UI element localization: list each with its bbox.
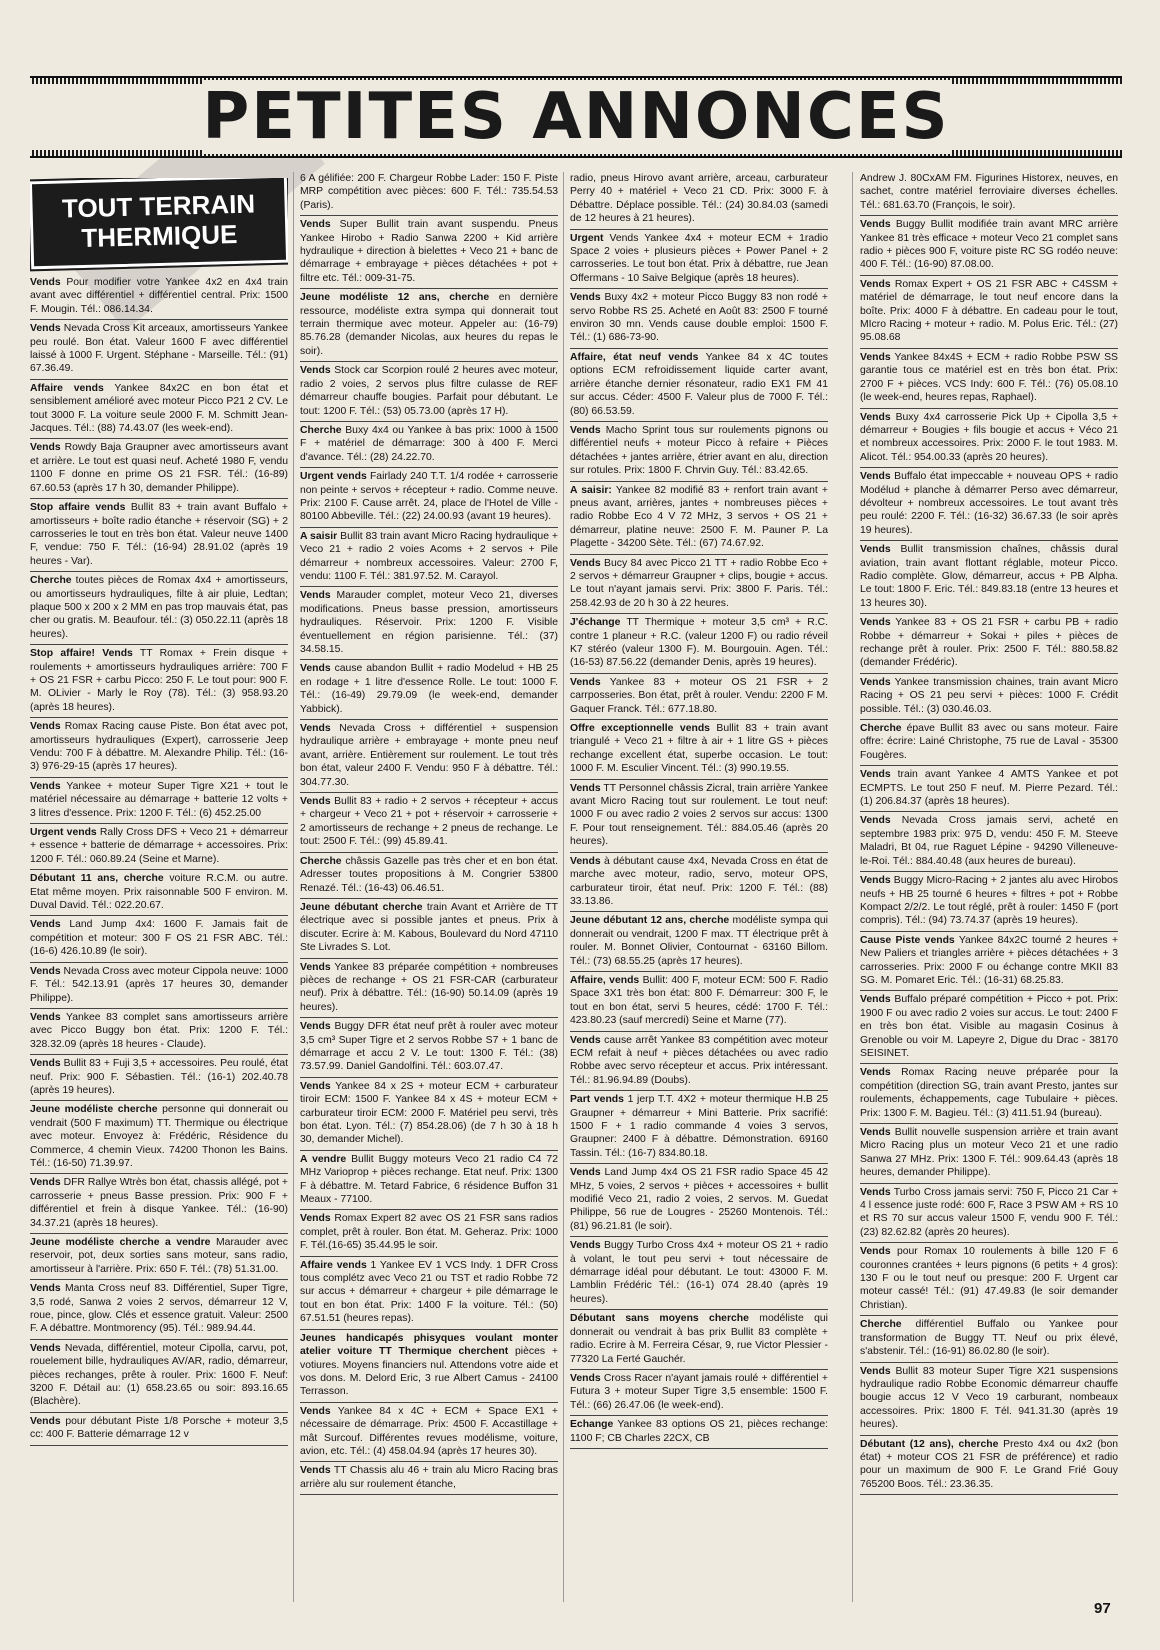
ad-lead: Jeunes handicapés phisyques voulant monter atelier voiture TT Thermique cherchent: [300, 1332, 558, 1358]
classified-ad: [300, 959, 558, 1019]
ad-text: à débutant cause 4x4, Nevada Cross en état de marche avec moteur, radio, servo, moteur OPS, carburateur tiroir, état neuf. Prix: 1200 F. Tél.: (88) 33.13.86.: [570, 855, 828, 907]
classified-ad: [300, 793, 558, 853]
classified-ad: [30, 1101, 288, 1174]
ad-lead: Vends: [300, 590, 331, 602]
page-title: PETITES ANNONCES: [202, 80, 950, 154]
ad-lead: Vends: [30, 965, 61, 977]
ad-text: Romax Racing cause Piste. Bon état avec pot, amortisseurs hydrauliques (Expert), carrosserie Jeep Vendu: 700 F à débattre. M. Alexandre Philip. Tél.: (16-3) 976-29-15 (après 17 heures).: [30, 721, 288, 773]
ad-text: Yankee 84x2C en bon état et sensiblement amélioré avec moteur Picco P21 2 CV. Le tout 3000 F. La voiture seule 2000 F. M. Schmitt Jean-Jacques. Tél.: (88) 74.43.07 (les week-end).: [30, 382, 288, 435]
classified-ad: [30, 320, 288, 380]
ad-text: Buggy Turbo Cross 4x4 + moteur OS 21 + radio à volant, le tout peu servi + tout nécessaire de démarrage idéal pour débutant. Le tout: 43000 F. M. Lamblin Frédéric Tél.: (16-1) 074 28.40 (après 19 heures).: [570, 1240, 828, 1305]
classified-ad: [300, 1078, 558, 1151]
ad-lead: Urgent: [570, 232, 604, 244]
ad-lead: Vends: [860, 219, 891, 231]
ad-text: Andrew J. 80CxAM FM. Figurines Historex, neuves, en sachet, contre matériel ferroviaire diverses échelles. Tél.: 681.63.70 (François, le soir).: [860, 173, 1118, 211]
ad-lead: Vends: [300, 796, 331, 808]
classified-ad: [300, 216, 558, 289]
ad-text: Romax Racing neuve préparée pour la compétition (direction SG, train avant Presto, jantes sur roulements, échappements, cage Tubulaire + pièces. Prix: 1300 F. M. Bagieu. Tél.: (3) 411.51.94 (bureau).: [860, 1067, 1118, 1119]
column-divider: [293, 172, 294, 1602]
ad-lead: Vends: [860, 1246, 891, 1258]
classified-ad: [570, 780, 828, 853]
ad-lead: Vends: [30, 1283, 61, 1295]
ad-text: Yankee transmission chaines, train avant Micro Racing + OS 21 peu servi + pièces: 1000 F. Crédit possible. Tél.: (3) 030.46.03.: [860, 676, 1118, 715]
classified-ad: [570, 674, 828, 720]
classified-ad: [300, 853, 558, 899]
ad-text: Marauder complet, moteur Veco 21, diverses modifications. Pneus basse pression, amortisseurs hydrauliques. Réservoir. Prix: 1200 F. Visible éventuellement en région parisienne. Tél.: (37) 34.58.15.: [300, 590, 558, 655]
classified-ad: [570, 482, 828, 555]
ad-text: TT Personnel châssis Zicral, train arrière Yankee avant Micro Racing tout sur roulement. Le tout neuf: 1000 F ou avec radio 2 voies 2 servos sur accus: 1300 F. Pour tout renseignement. Tél.: 884.05.46 (après 20 heures).: [570, 782, 828, 848]
ad-lead: Offre exceptionnelle vends: [570, 723, 710, 735]
classified-ad: [30, 916, 288, 962]
page-number: 97: [1094, 1600, 1111, 1617]
ad-lead: Urgent vends: [300, 471, 367, 483]
ad-text: Buxy 4x4 carrosserie Pick Up + Cipolla 3,5 + démarreur + Bougies + fils bougie et accus + Véco 21 et nombreux accessoires. Prix: 2000 F. le tout 1983. M. Alicot. Tél.: 954.00.33 (après 20 heures).: [860, 411, 1118, 463]
classified-ad: [30, 963, 288, 1009]
ad-lead: Cherche: [300, 424, 342, 436]
ad-lead: Vends: [860, 617, 891, 629]
ad-text: Yankee 84x2C tourné 2 heures + New Paliers et triangles arrière + pièces détachées + 3 carrosseries. Prix: 2000 F ou échange contre MKII 83 SG. M. Pomaret Eric. Tél.: (16-31) 68.25.83.: [860, 934, 1118, 986]
ad-text: Nevada Cross Kit arceaux, amortisseurs Yankee peu roulé. Bon état. Valeur 1600 F avec différentiel laissé à 1000 F. Urgent. Stéphane - Marseille. Tél.: (91) 67.36.49.: [30, 323, 288, 375]
ad-text: Fairlady 240 T.T. 1/4 rodée + carrosserie non peinte + servos + récepteur + radio. Comme neuve. Prix: 2100 F. Cause arrêt. 24, place de l'Hotel de Ville - 80100 Abbeville. Tél.: (22) 24.00.93 (avant 19 heures).: [300, 471, 558, 523]
ad-text: Super Bullit train avant suspendu. Pneus Yankee Hirobo + Radio Sanwa 2200 + Kid arrière hydraulique + direction à bielettes + Veco 21 + banc de démarrage + embrayage + pièces détachées + pot + filtre etc. Tél.: 009-31-75.: [300, 219, 558, 284]
ad-lead: Vends: [860, 769, 891, 781]
ad-lead: Vends: [30, 323, 61, 335]
classified-ad: [860, 720, 1118, 766]
classified-ad: [30, 1340, 288, 1413]
classified-ad: [30, 499, 288, 572]
classified-ad: [570, 1310, 828, 1370]
ad-text: Yankee 84 x 4C toutes options ECM refroidissement liquide carter avant, arrière étanche dernier résonateur, radio EX1 FM 41 sur accus. Céder: 4500 F. Valeur plus de 7000 F. Tél.: (80) 66.53.59.: [570, 351, 828, 417]
ad-text: pour Romax 10 roulements à bille 120 F 6 couronnes crantées + leurs pignons (6 petits + 4 gros): 130 F ou le tout neuf ou presque: 200 F. Urgent car moteur cassé! Tél.: (91) 47.49.83 (le soir demander Christian).: [860, 1246, 1118, 1311]
ad-lead: Vends: [860, 1127, 891, 1138]
classified-ad: [30, 718, 288, 778]
classified-ad: [570, 289, 828, 349]
ad-text: Vends Yankee 4x4 + moteur ECM + 1radio Space 2 voies + plusieurs pièces + Power Panel + 2 carrosseries. Le tout bon état. Prix à débattre, rue Jean Offermans - 10 Saive Belgique (après 18 heures).: [570, 232, 828, 284]
ad-lead: Vends: [30, 1342, 61, 1354]
ad-text: Bullit transmission chaînes, châssis dural aviation, train avant flottant réglable, moteur Picco. Radio complète. Glow, démarreur, accus + PB Alpha. Le tout: 1800 F. Eric. Tél.: 849.83.18 (entre 13 heures et 13 heures 30).: [860, 544, 1118, 609]
ad-text: Yankee 83 + OS 21 FSR + carbu PB + radio Robbe + démarreur + Sokai + piles + pièces de rechange prêt à rouler. Prix: 2500 F. Tél.: 880.58.82 (demander Frédéric).: [860, 617, 1118, 669]
classified-ad: [570, 1032, 828, 1092]
ad-lead: Vends: [570, 782, 601, 794]
ad-lead: J'échange: [570, 617, 621, 629]
ad-lead: Vends: [860, 1365, 891, 1377]
classified-ad: [300, 899, 558, 959]
ad-text: Land Jump 4x4 OS 21 FSR radio Space 45 42 MHz, 5 voies, 2 servos + pièces + accessoires + bullit modifié Veco 21, radio 2 voies, 2 servos. M. Guedat Philippe, 56 rue de Lougres - 25260 Montenois. Tél.: (81) 96.21.81 (le soir).: [570, 1167, 828, 1232]
classified-ad: [570, 555, 828, 615]
classified-ad: [570, 1237, 828, 1310]
ad-lead: A vendre: [300, 1153, 347, 1165]
ad-text: voiture R.C.M. ou autre. Etat même moyen. Prix raisonnable 500 F environ. M. Duval David. Tél.: 022.20.67.: [30, 873, 288, 912]
ad-text: Yankee 84x4S + ECM + radio Robbe PSW SS garantie tous ce matériel est en très bon état. Prix: 2700 F + pièces. VCS Indy: 600 F. Tél.: (76) 05.08.10 (le week-end, heures repas, Raphael).: [860, 351, 1118, 404]
ad-lead: A saisir:: [570, 484, 612, 496]
ad-lead: Part vends: [570, 1094, 624, 1106]
ad-lead: Jeune débutant cherche: [300, 901, 423, 913]
ad-lead: Vends: [300, 1465, 331, 1477]
ads-column-4: [860, 170, 1118, 1610]
ad-lead: Vends: [860, 411, 891, 423]
classified-ad: [860, 614, 1118, 674]
classified-ad: [860, 932, 1118, 992]
classified-ad: [860, 766, 1118, 812]
ad-text: Buxy 4x4 ou Yankee à bas prix: 1000 à 1500 F + matériel de démarrage: 300 à 400 F. Merci d'avance. Tél.: (28) 24.22.70.: [300, 424, 558, 463]
ad-text: Nevada Cross avec moteur Cippola neuve: 1000 F. Tél.: 542.13.91 (après 17 heures 30, demander Philippe).: [30, 965, 288, 1004]
ads-column-2: [300, 170, 558, 1610]
ad-lead: Vends: [300, 1213, 331, 1225]
classified-ad: [30, 870, 288, 916]
ad-text: Yankee 84 x 4C + ECM + Space EX1 + nécessaire de démarrage. Prix: 4500 F. Accastillage + mât Surcouf. Différentes revues modélisme, voiture, avion, etc. Tél.: (4) 458.04.94 (après 17 heures 30).: [300, 1405, 558, 1457]
classified-ad: [860, 1316, 1118, 1362]
classified-ad: [30, 778, 288, 824]
ad-lead: Vends: [860, 1186, 891, 1198]
ad-lead: Vends: [570, 424, 601, 436]
ad-text: Yankee 83 options OS 21, pièces rechange: 1100 F; CB Charles 22CX, CB: [570, 1419, 828, 1444]
ad-text: Rally Cross DFS + Veco 21 + démarreur + essence + batterie de démarrage + accessoires. Prix: 1200 F. Tél.: 060.89.24 (Seine et Marne).: [30, 827, 288, 865]
ad-lead: Vends: [30, 1415, 61, 1427]
ad-lead: Vends: [570, 676, 601, 688]
ad-text: Bullit 83 + radio + 2 servos + récepteur + accus + chargeur + Veco 21 + pot + réservoir + carrosserie + 2 amortisseurs de rechange + 2 pneus de rechange. Le tout: 2500 F. Tél.: (99) 45.89.41.: [300, 796, 558, 848]
ad-text: 6 A gélifiée: 200 F. Chargeur Robbe Lader: 150 F. Piste MRP compétition avec pièces: 600 F. Tél.: 735.54.53 (Paris).: [300, 173, 558, 211]
classified-ad: [30, 274, 288, 320]
classified-ad: [300, 422, 558, 468]
ad-text: Land Jump 4x4: 1600 F. Jamais fait de compétition et moteur: 300 F OS 21 FSR ABC. Tél.: (16-6) 426.10.89 (le soir).: [30, 919, 288, 958]
ad-text: radio, pneus Hirovo avant arrière, arceau, carburateur Perry 40 + matériel + Veco 21 CD. Prix: 3000 F. à Débattre. Déplace possible. Tél.: (24) 30.84.03 (samedi de 12 heures à 21 heures).: [570, 173, 828, 225]
classified-ad: [860, 872, 1118, 932]
ad-text: Bullit Buggy moteurs Veco 21 radio C4 72 MHz Varioprop + pièces rechange. Etat neuf. Prix: 1300 F à débattre. M. Tetard Fabrice, 6 résidence Buffon 31 Meaux - 77100.: [300, 1153, 558, 1206]
classified-ad: [570, 422, 828, 482]
ad-text: modéliste qui donnerait ou vendrait à bas prix Bullit 83 complète + radio. Ecrire à M. Ferreira César, 9, rue Victor Plessier - 77320 La Ferté Gauchér.: [570, 1313, 828, 1365]
section-title: TOUT TERRAIN THERMIQUE: [30, 178, 288, 269]
ad-lead: Cherche: [860, 723, 902, 735]
classified-ad: [860, 674, 1118, 720]
ad-lead: Cherche: [300, 855, 342, 867]
ad-text: châssis Gazelle pas très cher et en bon état. Adresser toutes propositions à M. Congrier 53800 Renazé. Tél.: (16-43) 06.46.51.: [300, 855, 558, 894]
ad-text: Bullit 83 + train avant triangulé + Veco 21 + filtre à air + 1 litre GS + pièces rechange excellent état, superbe occasion. Le tout: 1000 F. M. Esculier Vincent. Tél.: (3) 990.19.55.: [570, 723, 828, 775]
ad-lead: Jeune débutant 12 ans, cherche: [570, 915, 730, 927]
ad-text: pièces + votiures. Moyens financiers nul. Attendons votre aide et vos dons. M. Delord Eric, 3 rue Albert Camus - 24100 Terrasson.: [300, 1346, 558, 1398]
ad-text: Bullit: 400 F, moteur ECM: 500 F. Radio Space 3X1 très bon état: 800 F. Démarreur: 300 F, le tout en bon état, servi 5 heures, cédé: 1700 F. Tél.: 423.80.23 (sauf mercredi) Seine et Marne (77).: [570, 974, 828, 1027]
ad-lead: Vends: [300, 663, 331, 675]
classified-ad: [30, 1174, 288, 1234]
ad-text: 1 jerp T.T. 4X2 + moteur thermique H.B 25 Graupner + démarreur + Mini Batterie. Prix sacrifié: 1500 F + 1 radio commande 4 voies 3 servos, Graupner: 2400 F à débattre. Démonstration. 69160 Tassin. Tél.: (16-7) 834.80.18.: [570, 1094, 828, 1159]
ad-lead: Affaire vends: [300, 1259, 367, 1271]
ad-text: Manta Cross neuf 83. Différentiel, Super Tigre, 3,5 rodé, Sanwa 2 voies 2 servos, démarreur 12 V, roue, pince, glow. Clés et essence gratuit. Valeur: 2500 F. A débattre. Montmorency (95). Tél.: 989.94.44.: [30, 1283, 288, 1335]
ad-lead: Vends: [570, 557, 601, 569]
classified-ad: [300, 587, 558, 660]
ad-lead: Vends: [300, 219, 331, 231]
column-divider: [563, 172, 564, 1602]
ad-lead: Jeune modéliste cherche a vendre: [30, 1237, 211, 1248]
classified-ad: [300, 289, 558, 362]
classified-ad: [860, 1124, 1118, 1184]
ad-text: Nevada, différentiel, moteur Cipolla, carvu, pot, rouelement bille, hydrauliques AV/AR, radio, démarreur, pièces rechanges, prête à rouler. Prix: 1600 F. Neuf: 3200 F. Détail au: (1) 658.23.65 ou soir: 893.16.65 (Blachère).: [30, 1342, 288, 1408]
ad-lead: Vends: [570, 855, 601, 867]
ad-text: Yankee 82 modifié 83 + renfort train avant + pneus avant, arrières, jantes + nombreuses pièces + radio Robbe Eco 4 V 72 MHz, 3 servos + OS 21 + démarreur, platine neuve: 2500 F. M. Pauner P. La Plagette - 34200 Sète. Tél.: (67) 74.67.92.: [570, 484, 828, 550]
ad-text: épave Bullit 83 avec ou sans moteur. Faire offre: écrire: Lainé Christophe, 75 rue de Laval - 35300 Fougères.: [860, 723, 1118, 761]
ad-text: Yankee 83 + moteur OS 21 FSR + 2 carrposseries. Bon état, prêt à rouler. Vendu: 2200 F M. Gaquer Franck. Tél.: 677.18.80.: [570, 676, 828, 715]
ad-text: Buggy Bullit modifiée train avant MRC arrière Yankee 81 très efficace + moteur Veco 21 complet sans radio + pièces 900 F, voiture piste RC SG rodéo neuve: 400 F. Tél.: (16-90) 87.08.00.: [860, 219, 1118, 271]
ad-text: Bullit 83 moteur Super Tigre X21 suspensions hydraulique radio Robbe Economic démarreur chauffe bougie accus 12 V Veco 19 carburant, nombeaux accessoires. Prix: 1800 F. Tél. 941.31.30 (après 19 heures).: [860, 1365, 1118, 1431]
ad-lead: Jeune modéliste cherche: [30, 1104, 158, 1116]
classified-ad: [30, 572, 288, 645]
classified-ad: [30, 439, 288, 499]
ad-lead: Cherche: [30, 575, 72, 587]
ad-text: TT Romax + Frein disque + roulements + amortisseurs hydrauliques arrière: 700 F + OS 21 FSR + carbu Picco: 250 F. Le tout pour: 900 F. M. OLivier - Marly le Roy (78). Tél.: (3) 958.93.20 (après 18 heures).: [30, 648, 288, 713]
classified-ad: [570, 972, 828, 1032]
ad-text: Buggy DFR état neuf prêt à rouler avec moteur 3,5 cm³ Super Tigre et 2 servos Robbe S7 + 1 banc de démarrage et accu 2 V. Le tout: 1300 F. Tél.: (38) 73.57.99. Daniel Gandolfini. Tél.: 603.07.47.: [300, 1021, 558, 1073]
ad-lead: Affaire vends: [30, 382, 104, 394]
ad-text: personne qui donnerait ou vendrait (500 F maximum) TT. Thermique ou électrique avec moteur. Envoyez à: Frédéric, Résidence du Commerce, 4 chemin Vieux. 74200 Thonon les Bains. Tél.: (16-50) 71.39.97.: [30, 1104, 288, 1169]
ad-lead: Vends: [300, 961, 331, 973]
classified-ad: [860, 1064, 1118, 1124]
ad-text: Yankee 84 x 2S + moteur ECM + carburateur tiroir ECM: 1500 F. Yankee 84 x 4S + moteur ECM + carburateur tiroir ECM: 2000 F. Matériel peu servi, très bon état. Lyon. Tél.: (7) 854.28.06) (de 7 h 30 à 18 h 30, demander Michel).: [300, 1080, 558, 1146]
ad-lead: Affaire, vends: [570, 974, 640, 986]
ad-text: Stock car Scorpion roulé 2 heures avec moteur, radio 2 voies, 2 servos plus filtre culasse de REF démarreur chauffe bougies. Parfait pour débutant. Le tout: 1200 F. Tél.: (53) 05.73.00 (après 17 H).: [300, 365, 558, 417]
ad-text: TT Chassis alu 46 + train alu Micro Racing bras arrière alu sur roulement étanche,: [300, 1465, 558, 1490]
classified-ad: [300, 468, 558, 528]
ad-text: différentiel Buffalo ou Yankee pour transformation de Buggy TT. Neuf ou prix élevé, s'abstenir. Tél.: (16-91) 86.02.80 (le soir).: [860, 1319, 1118, 1358]
ad-text: Yankee + moteur Super Tigre X21 + tout le matériel nécessaire au démarrage + batterie 12 volts + 3 litres d'essence. Prix: 1200 F. Tél.: (6) 452.25.00: [30, 780, 288, 819]
ad-lead: Débutant 11 ans, cherche: [30, 873, 164, 885]
ad-lead: Vends: [860, 544, 891, 556]
ad-lead: Urgent vends: [30, 827, 97, 839]
ad-lead: A saisir: [300, 530, 338, 542]
classified-ad: [300, 1330, 558, 1403]
ad-text: Cross Racer n'ayant jamais roulé + différentiel + Futura 3 + moteur Super Tigre 3,5 ensemble: 1500 F. Tél.: (66) 26.47.06 (le week-end).: [570, 1372, 828, 1411]
ad-lead: Vends: [300, 1080, 331, 1092]
ad-lead: Vends: [860, 1067, 891, 1079]
classified-ad: [30, 380, 288, 440]
classified-ad: [860, 1363, 1118, 1436]
classified-ad: [300, 660, 558, 720]
classified-ad: [300, 720, 558, 793]
classified-ad: [300, 362, 558, 422]
classified-ad: [860, 1243, 1118, 1316]
ad-lead: Vends: [30, 442, 61, 454]
ad-lead: Vends: [570, 1167, 601, 1179]
ad-text: train Avant et Arrière de TT électrique avec si possible jantes et pneus. Prix à discuter. Ecrire à: M. Kabous, Boulevard du Nord 47110 Ste Livrades S. Lot.: [300, 901, 558, 954]
classified-ad: [300, 1462, 558, 1495]
ad-text: 1 Yankee EV 1 VCS Indy. 1 DFR Cross tous complétz avec Veco 21 ou TST et radio Robbe 72 sur accus + démarreur + chargeur + pile démarrage le tout en bon état. Prix: 1400 F la voiture. Tél.: (50) 67.51.51 (heures repas).: [300, 1259, 558, 1325]
classified-ad: [30, 1280, 288, 1340]
classified-ad: [860, 541, 1118, 614]
classified-ad: [860, 170, 1118, 216]
ad-text: DFR Rallye Wtrès bon état, chassis allégé, pot + carrosserie + pneus Basse pression. Prix: 900 F + différentiel et frein à disque Yankee. Tél.: (16-90) 34.37.21 (après 18 heures).: [30, 1177, 288, 1229]
classified-ad: [30, 824, 288, 870]
classified-ad: [860, 216, 1118, 276]
classified-ad: [300, 1151, 558, 1211]
classified-ad: [860, 409, 1118, 469]
ad-text: cause abandon Bullit + radio Modelud + HB 25 en rodage + 1 litre d'essence Rolle. Le tout: 1000 F. Tél.: (16-49) 29.79.09 (le week-end, demander Yabbick).: [300, 663, 558, 715]
ad-lead: Stop affaire vends: [30, 502, 126, 514]
ad-text: modéliste sympa qui donnerait ou vendrait, 1200 F max. TT électrique prêt à rouler. M. Bonnet Olivier, Contournat - 63160 Billom. Tél.: (73) 68.55.25 (après 17 heures).: [570, 915, 828, 967]
ad-lead: Vends: [860, 278, 891, 290]
ad-text: Bullit nouvelle suspension arrière et train avant Micro Racing plus un moteur Veco 21 et une radio Sanwa 27 MHz. Prix: 1300 F. Tél.: 909.64.43 (après 18 heures, demander Philippe).: [860, 1127, 1118, 1179]
ads-column-3: [570, 170, 828, 1610]
classified-ad: [300, 1018, 558, 1078]
ad-lead: Vends: [300, 1405, 331, 1417]
ad-lead: Vends: [30, 1011, 61, 1023]
ad-text: Macho Sprint tous sur roulements pignons ou différentiel neufs + moteur Picco à refaire + Pièces détachées + jantes arrière, étrier avant en alu, direction sur rotules. Prix: 1800 F. Chrvin Guy. Tél.: 83.42.65.: [570, 424, 828, 477]
ad-text: Bucy 84 avec Picco 21 TT + radio Robbe Eco + 2 servos + démarreur Graupner + clips, bougie + accus. Le tout n'ayant jamais servi. Prix: 3800 F. Paris. Tél.: 258.42.93 de 20 h 30 à 22 heures.: [570, 557, 828, 609]
ad-text: Bullit 83 + train avant Buffalo + amortisseurs + boîte radio étanche + réservoir (SG) + 2 carrosseries le tout en très bon état. Valeur neuve 1400 F, vendue: 750 F. Tél.: (16-94) 28.91.02 (après 19 heures - Var).: [30, 502, 288, 567]
ad-lead: Vends: [30, 1177, 61, 1189]
ad-lead: Vends: [30, 1058, 61, 1070]
ad-text: Buffalo préparé compétition + Picco + pot. Prix: 1900 F ou avec radio 2 voies sur accus. Le tout: 2400 F en très bon état. Visible au magasin Cosinus à Grenoble ou voir M. Lapeyre 2, Digue du Drac - 38170 SEISINET.: [860, 994, 1118, 1059]
ad-text: Buffalo état impeccable + nouveau OPS + radio Modélud + planche à démarrer Perso avec démarreur, dévolteur + nombreux accessoires. Le tout avant très peu roulé: 2200 F. Tél.: (16-32) 36.67.33 (le soir après 19 heures).: [860, 471, 1118, 536]
page-header-banner: [30, 76, 1122, 158]
ad-lead: Vends: [860, 875, 891, 887]
ad-lead: Vends: [30, 721, 61, 733]
classified-ad: [30, 1009, 288, 1055]
ad-text: en dernière ressource, modéliste extra sympa qui donnerait tout terrain thermique avec moteur. Appeler au: (16-79) 85.76.28 (demander Nicolas, aux heures du repas le soir).: [300, 292, 558, 357]
ad-text: train avant Yankee 4 AMTS Yankee et pot ECMPTS. Le tout 250 F neuf. M. Pierre Pezard. Tél.: (1) 206.84.37 (après 18 heures).: [860, 769, 1118, 808]
ad-text: pour débutant Piste 1/8 Porsche + moteur 3,5 cc: 400 F. Batterie démarrage 12 v: [30, 1415, 288, 1441]
classified-ad: [570, 1370, 828, 1416]
ad-lead: Vends: [30, 780, 61, 792]
ad-lead: Vends: [860, 351, 891, 363]
classified-ad: [300, 528, 558, 588]
ads-column-1: [30, 178, 288, 1618]
ad-text: Bullit 83 + Fuji 3,5 + accessoires. Peu roulé, état neuf. Prix: 900 F. Sébastien. Tél.: (16-1) 202.40.78 (après 19 heures).: [30, 1058, 288, 1096]
column-divider: [852, 172, 853, 1602]
ad-lead: Vends: [860, 815, 891, 827]
classified-ad: [570, 170, 828, 230]
ad-lead: Vends: [300, 1021, 331, 1033]
classified-ad: [300, 170, 558, 216]
ad-text: toutes pièces de Romax 4x4 + amortisseurs, ou amortisseurs hydrauliques, filte à air pluie, Ledtan; plaque 500 x 200 x 2 MM en pas trop mauvais état, pas cher ou gratis. M. Beaufour. tél.: (3) 050.22.11 (après 18 heures).: [30, 575, 288, 640]
classified-ad: [860, 349, 1118, 409]
ad-lead: Jeune modéliste 12 ans, cherche: [300, 292, 490, 304]
ad-text: Buxy 4x2 + moteur Picco Buggy 83 non rodé + servo Robbe RS 25. Acheté en Août 83: 2500 F tourné environ 30 mn. Vends cause double emploi: 1500 F. Tél.: (1) 686-73-90.: [570, 292, 828, 344]
classified-ad: [860, 276, 1118, 349]
ad-lead: Vends: [860, 994, 891, 1006]
ad-text: Romax Expert 82 avec OS 21 FSR sans radios complet, prêt à rouler. Bon état. M. Geheraz. Prix: 1000 F. Tél.(16-65) 35.44.95 le soir.: [300, 1213, 558, 1252]
classified-ad: [300, 1210, 558, 1256]
ad-text: Marauder avec reservoir, pot, deux sorties sans moteur, sans radio, amortisseur à l'arrière. Prix: 650 F. Tél.: (78) 51.31.00.: [30, 1237, 288, 1275]
ad-text: TT Thermique + moteur 3,5 cm³ + R.C. contre 1 planeur + R.C. (valeur 1200 F) ou radio réveil K7 stéréo (valeur 1300 F). M. Bourgouin. Agen. Tél.: (16-53) 87.56.22 (demander Denis, après 19 heures).: [570, 617, 828, 669]
ad-text: Presto 4x4 ou 4x2 (bon état) + moteur COS 21 FSR de préférence) et radio pour un maximum de 900 F. Le Grand Frié Gouy 765200 Boos. Tél.: 23.36.35.: [860, 1438, 1118, 1490]
ad-lead: Vends: [860, 676, 891, 688]
ad-text: Turbo Cross jamais servi: 750 F, Picco 21 Car + 4 l essence juste rodé: 600 F, Race 3 PSW AM + RS 10 et RS 70 sur accus valeur 1500 F, vendu 900 F. Tél.: (23) 82.62.82 (après 20 heures).: [860, 1186, 1118, 1238]
classified-ad: [570, 614, 828, 674]
ad-text: Yankee 83 complet sans amortisseurs arrière avec Picco Buggy bon état. Prix: 1200 F. Tél.: 328.32.09 (après 18 heures - Claude).: [30, 1011, 288, 1050]
ad-lead: Débutant sans moyens cherche: [570, 1313, 749, 1325]
classified-ad: [30, 1055, 288, 1101]
classified-ad: [860, 1436, 1118, 1496]
ad-lead: Vends: [300, 723, 331, 735]
ad-text: Bullit 83 train avant Micro Racing hydraulique + Veco 21 + radio 2 voies Acoms + 2 servos + Pile démarreur + nombreux accessoires. Valeur: 2700 F, vendu: 1100 F. Tél.: 381.97.52. M. Carayol.: [300, 530, 558, 582]
classified-ad: [30, 1413, 288, 1446]
classified-ad: [300, 1403, 558, 1463]
ad-lead: Echange: [570, 1419, 614, 1431]
ad-text: Pour modifier votre Yankee 4x2 en 4x4 train avant avec différentiel + différentiel central. Prix: 1500 F. Mougin. Tél.: 086.14.34.: [30, 277, 288, 315]
classified-ad: [860, 991, 1118, 1064]
ad-lead: Vends: [570, 1372, 601, 1384]
ad-lead: Vends: [30, 277, 61, 288]
ad-lead: Vends: [570, 1034, 601, 1046]
classified-ad: [570, 853, 828, 913]
ad-lead: Vends: [300, 365, 331, 377]
ad-text: Nevada Cross jamais servi, acheté en septembre 1983 prix: 975 D, vendu: 450 F. M. Steeve Maladri, Bt 04, rue Raguet Lépine - 94290 Villeneuve-le-Roi. Tél.: 884.40.48 (aux heures de bureau).: [860, 815, 1118, 867]
ad-text: Yankee 83 préparée compétition + nombreuses pièces de rechange + OS 21 FSR-CAR (carburateur neuf). Prix à débattre. Tél.: (16-90) 50.14.09 (après 19 heures).: [300, 961, 558, 1013]
ad-lead: Vends: [860, 471, 891, 483]
classified-ad: [570, 1091, 828, 1164]
classified-ad: [570, 349, 828, 422]
classified-ad: [570, 912, 828, 972]
ad-lead: Cherche: [860, 1319, 902, 1331]
classified-ad: [860, 468, 1118, 541]
ad-lead: Vends: [570, 292, 601, 304]
classified-ad: [30, 1234, 288, 1280]
classified-ad: [570, 720, 828, 780]
ad-lead: Affaire, état neuf vends: [570, 351, 699, 363]
ad-text: Buggy Micro-Racing + 2 jantes alu avec Hirobos neufs + HB 25 tourné 6 heures + filtres + pot + Robbe Kompact 2/2/2. Le tout réglé, prêt à rouler: 1450 F (port compris). Tél.: (94) 73.74.37 (après 19 heures).: [860, 875, 1118, 927]
ad-text: cause arrêt Yankee 83 compétition avec moteur ECM refait à neuf + pièces détachées ou avec radio Robbe avec servo récepteur et accus. Prix intéressant. Tél.: 81.96.94.89 (Doubs).: [570, 1034, 828, 1086]
classified-ad: [860, 1184, 1118, 1244]
classified-ad: [300, 1257, 558, 1330]
classified-ad: [570, 1416, 828, 1449]
classified-ad: [570, 230, 828, 290]
classified-ad: [570, 1164, 828, 1237]
ad-text: Romax Expert + OS 21 FSR ABC + C4SSM + matériel de démarrage, le tout neuf encore dans la boîte. Prix: 4000 F à débattre. En cadeau pour le tout, MIcro Racing + moteur + radio. M. Polus Eric. Tél.: (27) 95.08.68: [860, 278, 1118, 344]
ad-lead: Vends: [30, 919, 61, 931]
classified-ad: [860, 812, 1118, 872]
ad-text: Rowdy Baja Graupner avec amortisseurs avant et arrière. Le tout est quasi neuf. Acheté 1980 F, vendu 1100 F donne en prime OS 21 FSR. Tél.: (16-89) 67.60.53 (après 17 h 30, demander Philippe).: [30, 442, 288, 494]
ad-lead: Cause Piste vends: [860, 934, 955, 946]
ad-text: Nevada Cross + différentiel + suspension hydraulique arrière + embrayage + monte pneu neuf avant, arrière. Entièrement sur roulement. Le tout très bon état, valeur 2400 F. Vendu: 950 F à débattre. Tél.: 304.77.30.: [300, 723, 558, 788]
ad-lead: Stop affaire! Vends: [30, 648, 133, 660]
classified-ad: [30, 645, 288, 718]
ad-lead: Débutant (12 ans), cherche: [860, 1438, 999, 1450]
ad-lead: Vends: [570, 1240, 601, 1252]
